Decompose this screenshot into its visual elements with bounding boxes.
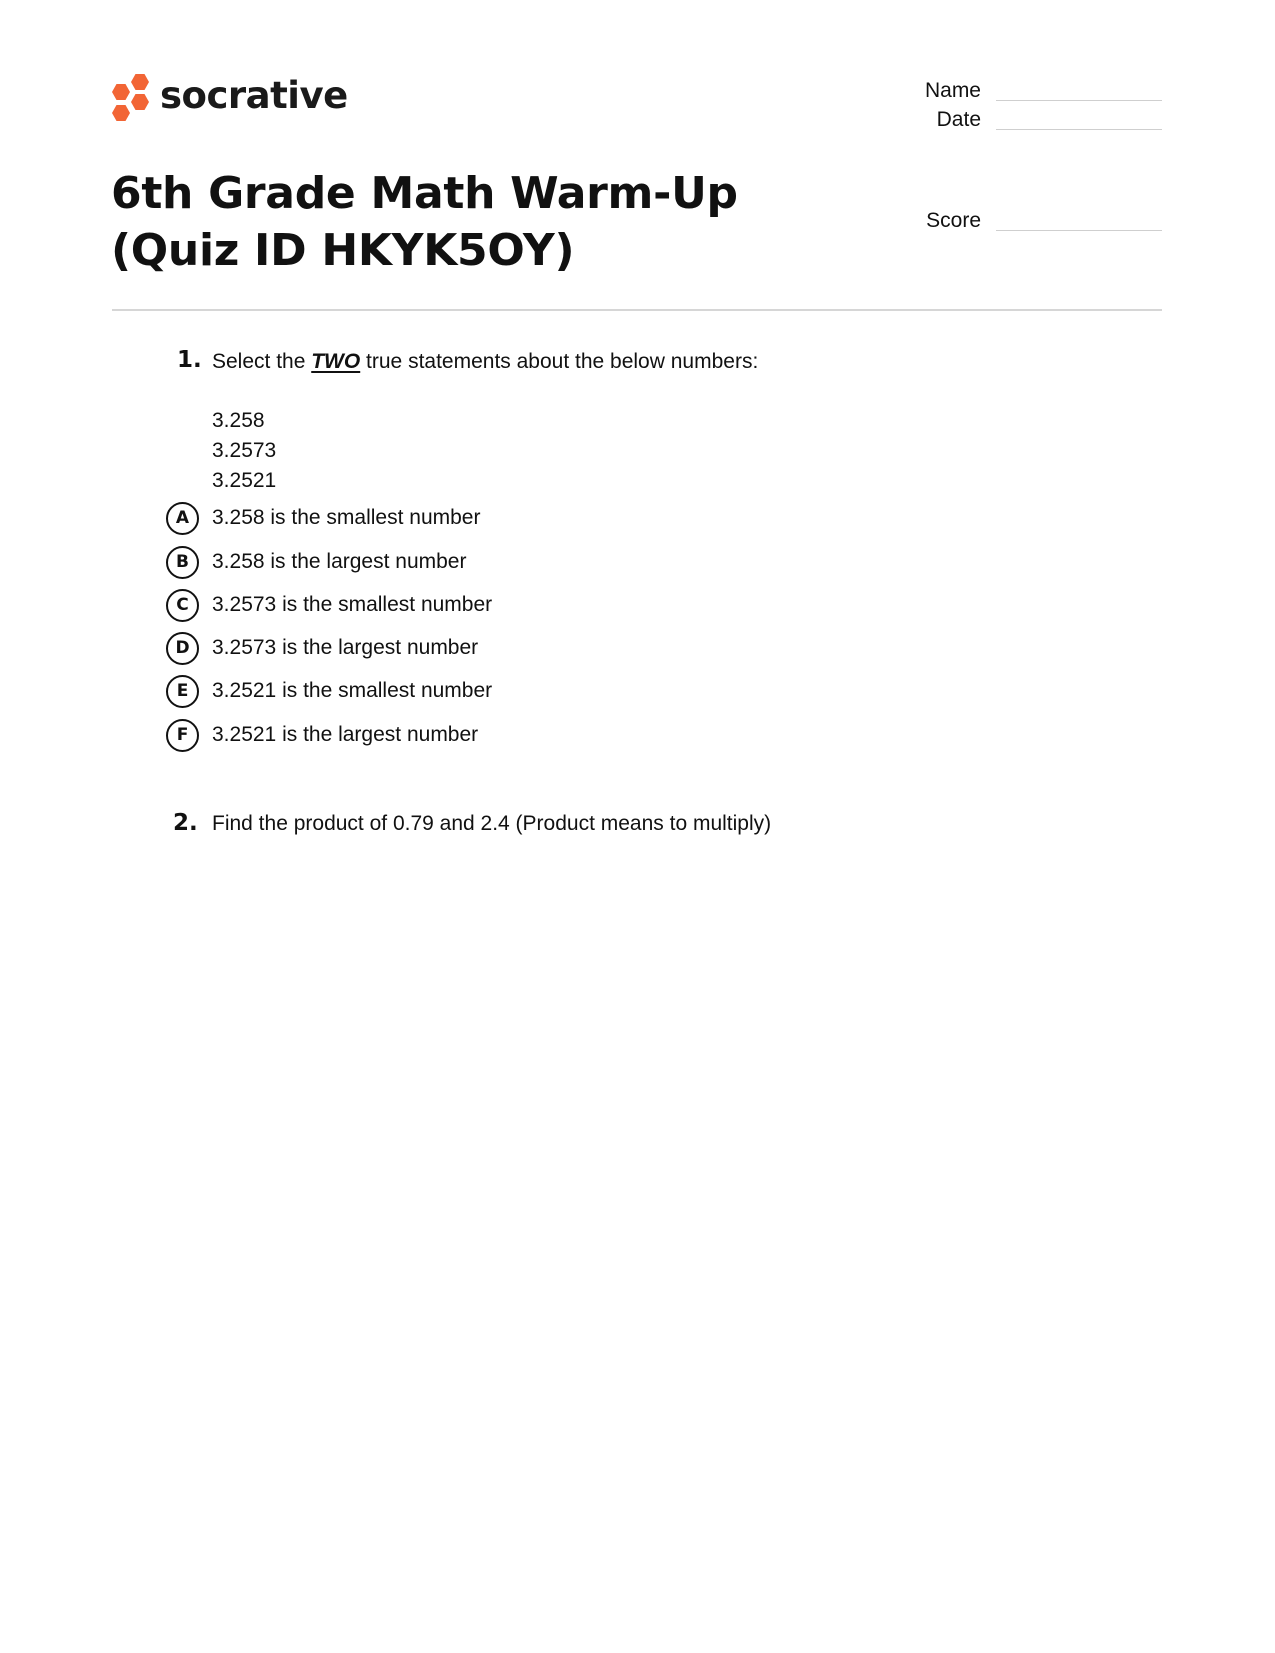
option-text: 3.258 is the largest number: [212, 550, 467, 573]
answer-bubble-d[interactable]: D: [166, 632, 199, 665]
prompt-text: true statements about the below numbers:: [360, 350, 759, 373]
question-number: 1.: [177, 347, 202, 373]
option-text: 3.2521 is the smallest number: [212, 679, 493, 702]
answer-bubble-f[interactable]: F: [166, 719, 199, 752]
name-field[interactable]: [860, 74, 1165, 104]
header-divider: [112, 309, 1162, 311]
question-prompt: Find the product of 0.79 and 2.4 (Product means to multiply): [212, 812, 772, 835]
question-prompt: [212, 347, 758, 377]
answer-bubble-c[interactable]: C: [166, 589, 199, 622]
hexagon-cluster-icon: [110, 70, 152, 126]
option-a[interactable]: [166, 501, 766, 535]
score-field[interactable]: [860, 204, 1165, 234]
socrative-logo: [110, 70, 348, 126]
prompt-emphasis: TWO: [311, 350, 361, 373]
option-text: 3.2573 is the largest number: [212, 636, 479, 659]
question-number: 2.: [173, 810, 198, 836]
answer-bubble-b[interactable]: B: [166, 546, 199, 579]
option-text: 3.2521 is the largest number: [212, 723, 479, 746]
score-blank-line[interactable]: [996, 230, 1162, 231]
number-value: 3.2521: [212, 469, 277, 492]
option-f[interactable]: [166, 718, 766, 752]
student-info-fields: [860, 74, 1165, 244]
brand-name: socrative: [160, 74, 348, 117]
name-label: Name: [924, 79, 981, 102]
option-text: 3.258 is the smallest number: [212, 506, 481, 529]
number-value: 3.258: [212, 409, 265, 432]
answer-bubble-e[interactable]: E: [166, 675, 199, 708]
name-blank-line[interactable]: [996, 100, 1162, 101]
option-c[interactable]: [166, 588, 766, 622]
date-blank-line[interactable]: [996, 129, 1162, 130]
quiz-title: 6th Grade Math Warm-Up (Quiz ID HKYK5OY): [111, 168, 738, 276]
prompt-text: Select the: [212, 350, 312, 373]
option-d[interactable]: [166, 631, 766, 665]
option-e[interactable]: [166, 674, 766, 708]
number-value: 3.2573: [212, 439, 277, 462]
answer-bubble-a[interactable]: A: [166, 502, 199, 535]
option-b[interactable]: [166, 545, 766, 579]
date-field[interactable]: [860, 103, 1165, 133]
option-text: 3.2573 is the smallest number: [212, 593, 493, 616]
score-label: Score: [926, 209, 981, 232]
date-label: Date: [936, 108, 981, 131]
